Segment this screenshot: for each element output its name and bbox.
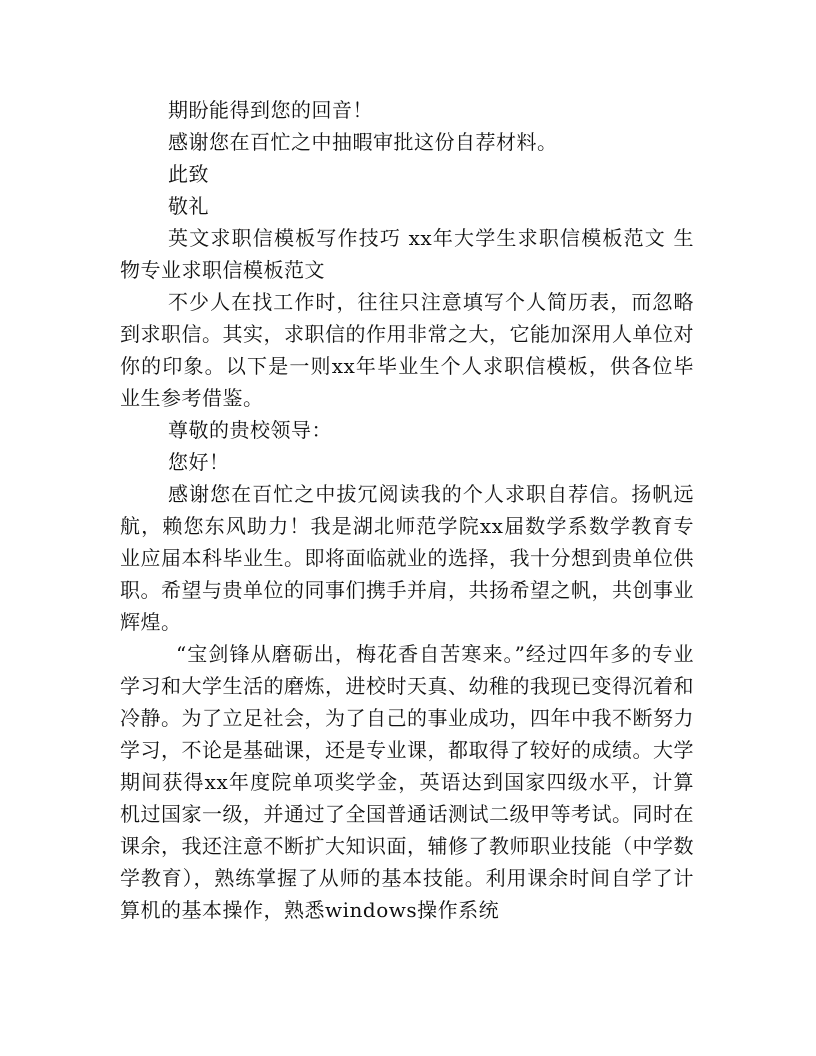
closing-line-reply: 期盼能得到您的回音！	[168, 98, 373, 122]
letter-paragraph-thanks: 感谢您在百忙之中拔冗阅读我的个人求职自荐信。扬帆远航，赖您东风助力！我是湖北师范学院xx届数学系数学教育专业应届本科毕业生。即将面临就业的选择，我十分想到贵单位供职。希望与贵单位的同事们携手并肩，共扬希望之帆，共创事业辉煌。	[120, 482, 694, 634]
closing-line-thanks: 感谢您在百忙之中抽暇审批这份自荐材料。	[168, 130, 558, 154]
related-articles-line: 英文求职信模板写作技巧 xx年大学生求职信模板范文 生物专业求职信模板范文	[120, 226, 694, 282]
closing-salutation-jingli: 敬礼	[168, 194, 209, 218]
letter-paragraph-experience: “宝剑锋从磨砺出，梅花香自苦寒来。”经过四年多的专业学习和大学生活的磨炼，进校时天真、幼稚的我现已变得沉着和冷静。为了立足社会，为了自己的事业成功，四年中我不断努力学习，不论是基础课，还是专业课，都取得了较好的成绩。大学期间获得xx年度院单项奖学金，英语达到国家四级水平，计算机过国家一级，并通过了全国普通话测试二级甲等考试。同时在课余，我还注意不断扩大知识面，辅修了教师职业技能（中学数学教育），熟练掌握了从师的基本技能。利用课余时间自学了计算机的基本操作，熟悉windows操作系统	[120, 642, 694, 922]
document-body	[120, 94, 694, 926]
intro-paragraph: 不少人在找工作时，往往只注意填写个人简历表，而忽略到求职信。其实，求职信的作用非常之大，它能加深用人单位对你的印象。以下是一则xx年毕业生个人求职信模板，供各位毕业生参考借鉴。	[120, 290, 694, 410]
letter-hello: 您好！	[168, 450, 230, 474]
closing-salutation-cizhi: 此致	[168, 162, 209, 186]
letter-greeting: 尊敬的贵校领导：	[168, 418, 332, 442]
